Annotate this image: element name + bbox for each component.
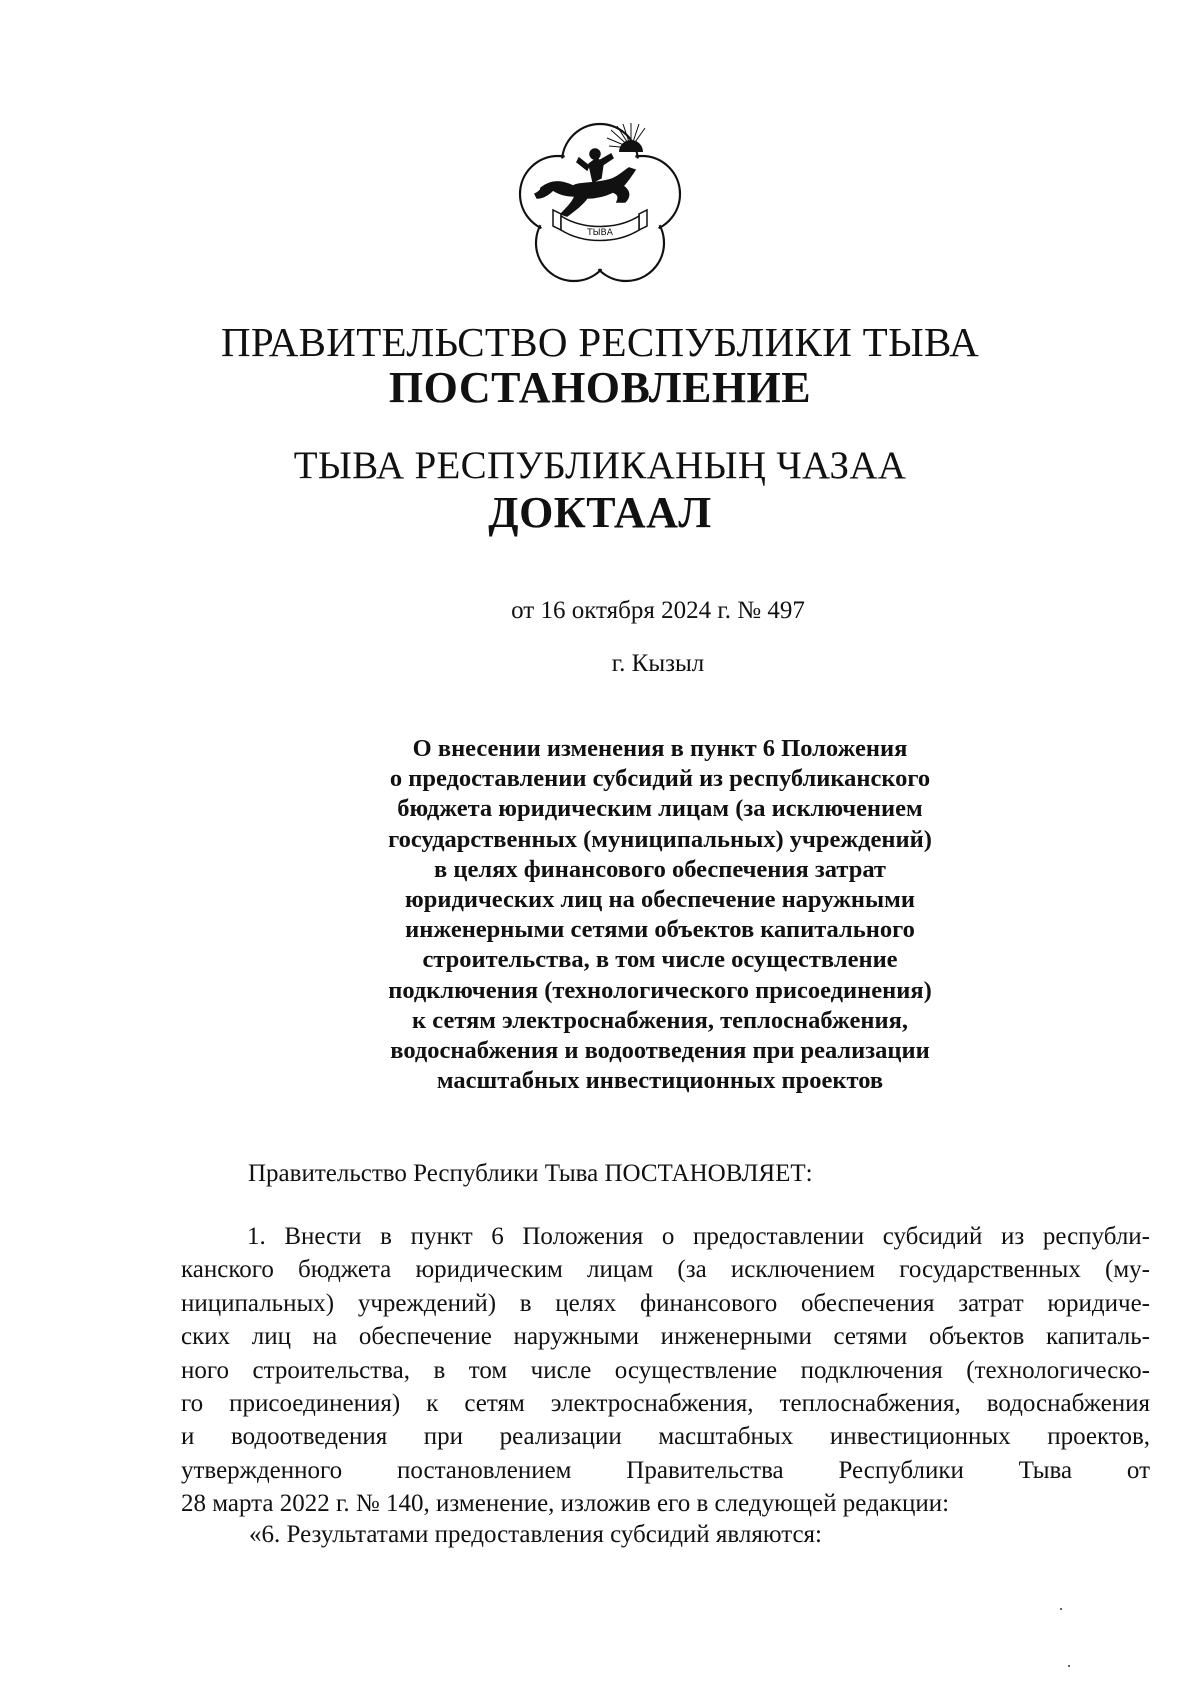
- paragraph-line: ного строительства, в том числе осуществление подключения (технологическо-: [181, 1356, 1150, 1384]
- title-line: подключения (технологического присоединения): [388, 976, 932, 1004]
- document-title: [330, 734, 990, 1096]
- government-name-russian: ПРАВИТЕЛЬСТВО РЕСПУБЛИКИ ТЫВА: [220, 319, 980, 365]
- title-line: к сетям электроснабжения, теплоснабжения,: [412, 1006, 908, 1034]
- item-6-heading: «6. Результатами предоставления субсидий являются:: [249, 1521, 822, 1548]
- paragraph-line: го присоединения) к сетям электроснабжения, теплоснабжения, водоснабжения: [181, 1389, 1150, 1417]
- paragraph-line: и водоотведения при реализации масштабных инвестиционных проектов,: [181, 1423, 1150, 1451]
- paragraph-1: [181, 1220, 1150, 1521]
- decree-statement: Правительство Республики Тыва ПОСТАНОВЛЯЕТ:: [248, 1160, 813, 1187]
- title-line: юридических лиц на обеспечение наружными: [405, 885, 915, 913]
- scan-speck: [1068, 1665, 1070, 1667]
- emblem-ribbon-text: ТЫВА: [587, 228, 613, 238]
- title-line: бюджета юридическим лицам (за исключением: [397, 795, 923, 823]
- paragraph-line: 28 марта 2022 г. № 140, изменение, изложив его в следующей редакции:: [181, 1490, 950, 1518]
- title-line: масштабных инвестиционных проектов: [436, 1067, 884, 1095]
- title-line: водоснабжения и водоотведения при реализации: [390, 1036, 930, 1064]
- government-name-tuvan: ТЫВА РЕСПУБЛИКАНЫҢ ЧАЗАА: [293, 444, 907, 487]
- paragraph-line: ниципальных) учреждений) в целях финансового обеспечения затрат юридиче-: [181, 1289, 1150, 1317]
- title-line: О внесении изменения в пункт 6 Положения: [412, 735, 908, 762]
- document-city: г. Кызыл: [611, 650, 705, 677]
- document-date-number: от 16 октября 2024 г. № 497: [511, 597, 805, 624]
- document-type-russian: ПОСТАНОВЛЕНИЕ: [388, 363, 812, 412]
- paragraph-line: ских лиц на обеспечение наружными инженерными сетями объектов капиталь-: [181, 1323, 1150, 1351]
- scan-speck: [1060, 1608, 1062, 1610]
- title-line: в целях финансового обеспечения затрат: [434, 855, 886, 883]
- title-line: строительства, в том числе осуществление: [422, 946, 898, 974]
- paragraph-line: 1. Внести в пункт 6 Положения о предоставлении субсидий из республи-: [247, 1223, 1150, 1250]
- paragraph-line: канского бюджета юридическим лицам (за исключением государственных (му-: [181, 1256, 1150, 1284]
- title-line: государственных (муниципальных) учреждений): [388, 825, 932, 853]
- document-type-tuvan: ДОКТААЛ: [488, 488, 712, 537]
- paragraph-line: утвержденного постановлением Правительства Республики Тыва от: [181, 1456, 1150, 1484]
- title-line: инженерными сетями объектов капитального: [405, 916, 915, 944]
- coat-of-arms-emblem: [513, 118, 687, 292]
- title-line: о предоставлении субсидий из республиканского: [389, 765, 931, 793]
